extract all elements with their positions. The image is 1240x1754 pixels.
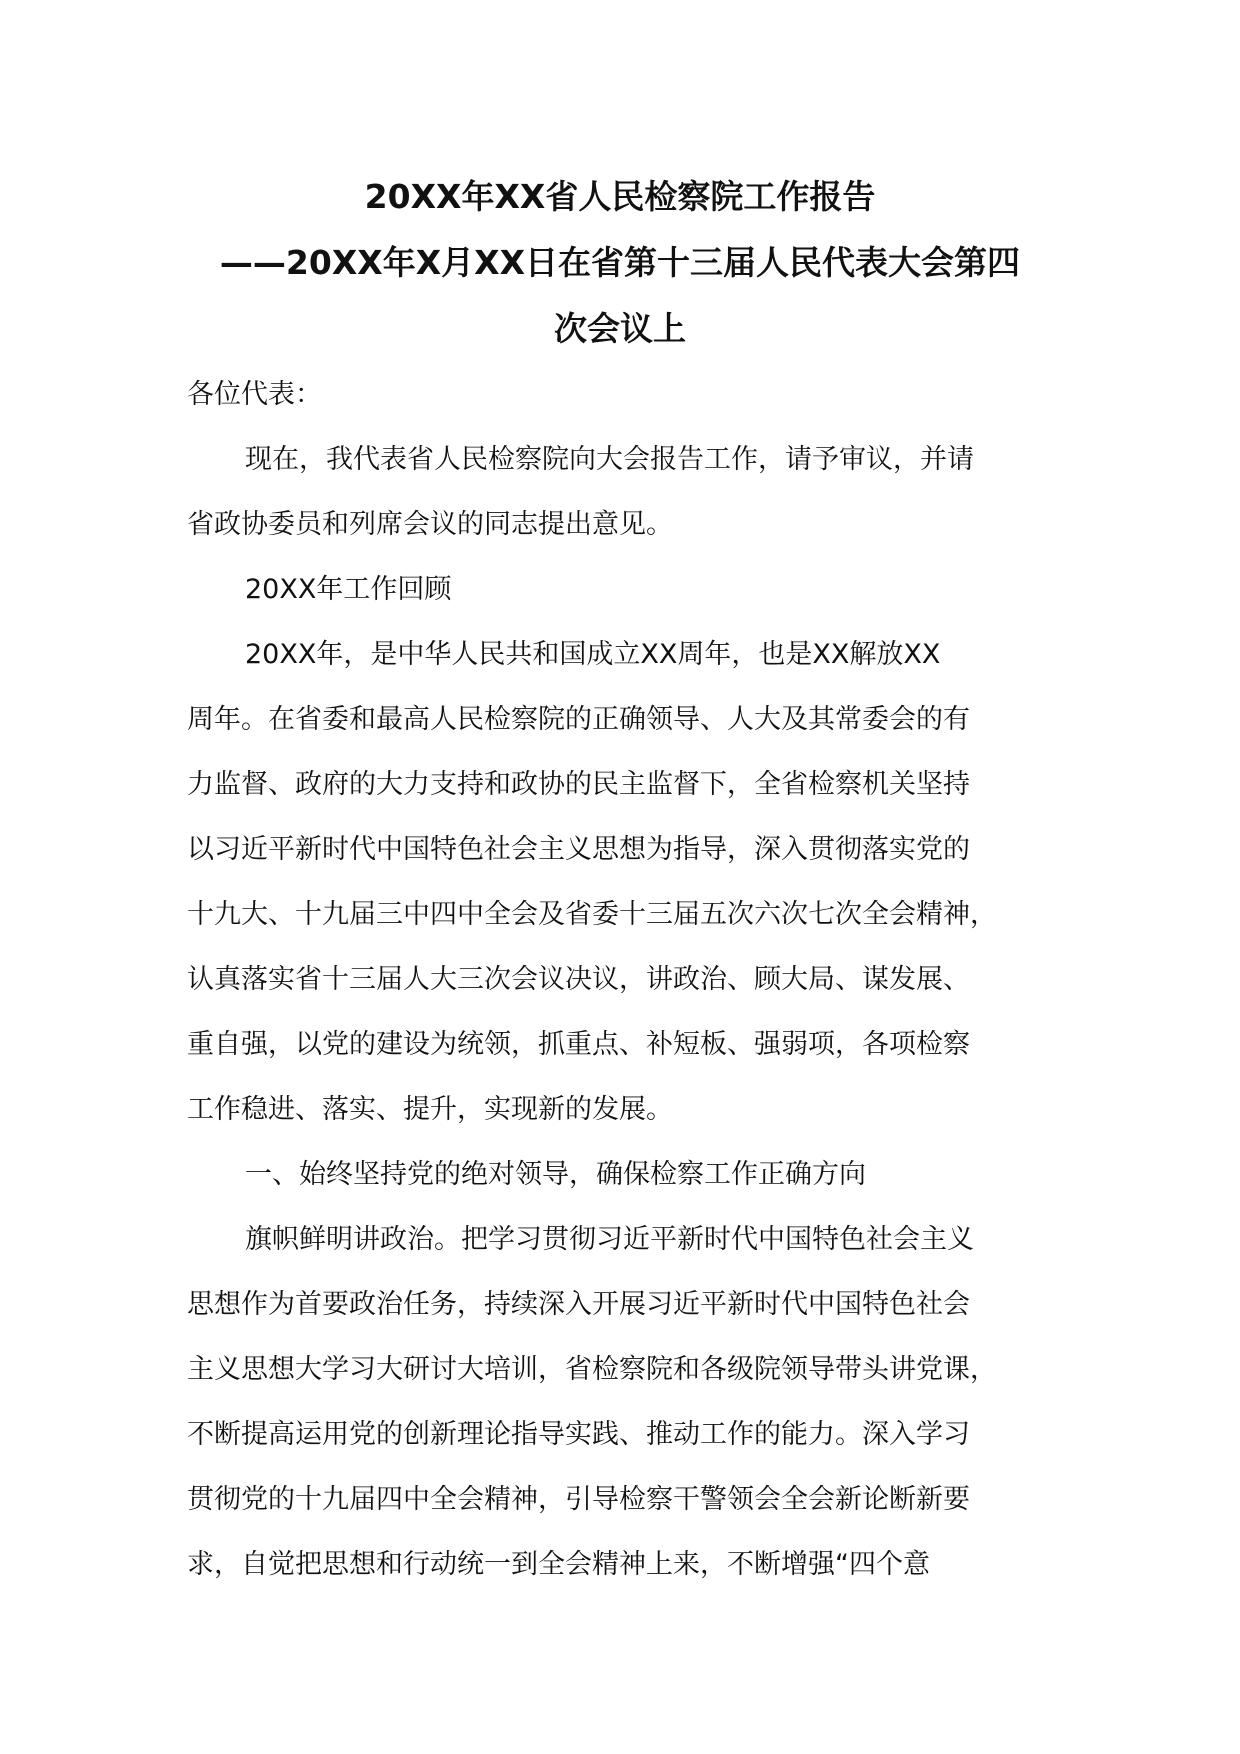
title-line-main: 20XX年XX省人民检察院工作报告 <box>364 177 876 216</box>
document-body <box>187 362 1057 1597</box>
title-line-subtitle-cont: 次会议上 <box>554 309 686 348</box>
paragraph-line: 主义思想大学习大研讨大培训，省检察院和各级院领导带头讲党课， <box>187 1354 997 1385</box>
paragraph-line: 工作稳进、落实、提升，实现新的发展。 <box>187 1094 673 1125</box>
salutation: 各位代表： <box>187 379 322 410</box>
paragraph-line: 20XX年，是中华人民共和国成立XX周年，也是XX解放XX <box>245 639 941 670</box>
paragraph-line: 以习近平新时代中国特色社会主义思想为指导，深入贯彻落实党的 <box>187 834 970 865</box>
paragraph-line: 现在，我代表省人民检察院向大会报告工作，请予审议，并请 <box>245 444 974 475</box>
section-heading: 一、始终坚持党的绝对领导，确保检察工作正确方向 <box>245 1159 866 1190</box>
paragraph-line: 旗帜鲜明讲政治。把学习贯彻习近平新时代中国特色社会主义 <box>245 1224 974 1255</box>
paragraph-line: 贯彻党的十九届四中全会精神，引导检察干警领会全会新论断新要 <box>187 1484 970 1515</box>
paragraph-line: 认真落实省十三届人大三次会议决议，讲政治、顾大局、谋发展、 <box>187 964 970 995</box>
paragraph-line: 求，自觉把思想和行动统一到全会精神上来，不断增强“四个意 <box>187 1549 930 1580</box>
title-line-subtitle: ——20XX年X月XX日在省第十三届人民代表大会第四 <box>219 243 1021 282</box>
document-title <box>160 164 1080 362</box>
paragraph-line: 重自强，以党的建设为统领，抓重点、补短板、强弱项，各项检察 <box>187 1029 970 1060</box>
paragraph-line: 十九大、十九届三中四中全会及省委十三届五次六次七次全会精神， <box>187 899 997 930</box>
paragraph-line: 周年。在省委和最高人民检察院的正确领导、人大及其常委会的有 <box>187 704 970 735</box>
paragraph-line: 思想作为首要政治任务，持续深入开展习近平新时代中国特色社会 <box>187 1289 970 1320</box>
paragraph-line: 省政协委员和列席会议的同志提出意见。 <box>187 509 673 540</box>
section-heading: 20XX年工作回顾 <box>245 574 452 605</box>
paragraph-line: 不断提高运用党的创新理论指导实践、推动工作的能力。深入学习 <box>187 1419 970 1450</box>
paragraph-line: 力监督、政府的大力支持和政协的民主监督下，全省检察机关坚持 <box>187 769 970 800</box>
